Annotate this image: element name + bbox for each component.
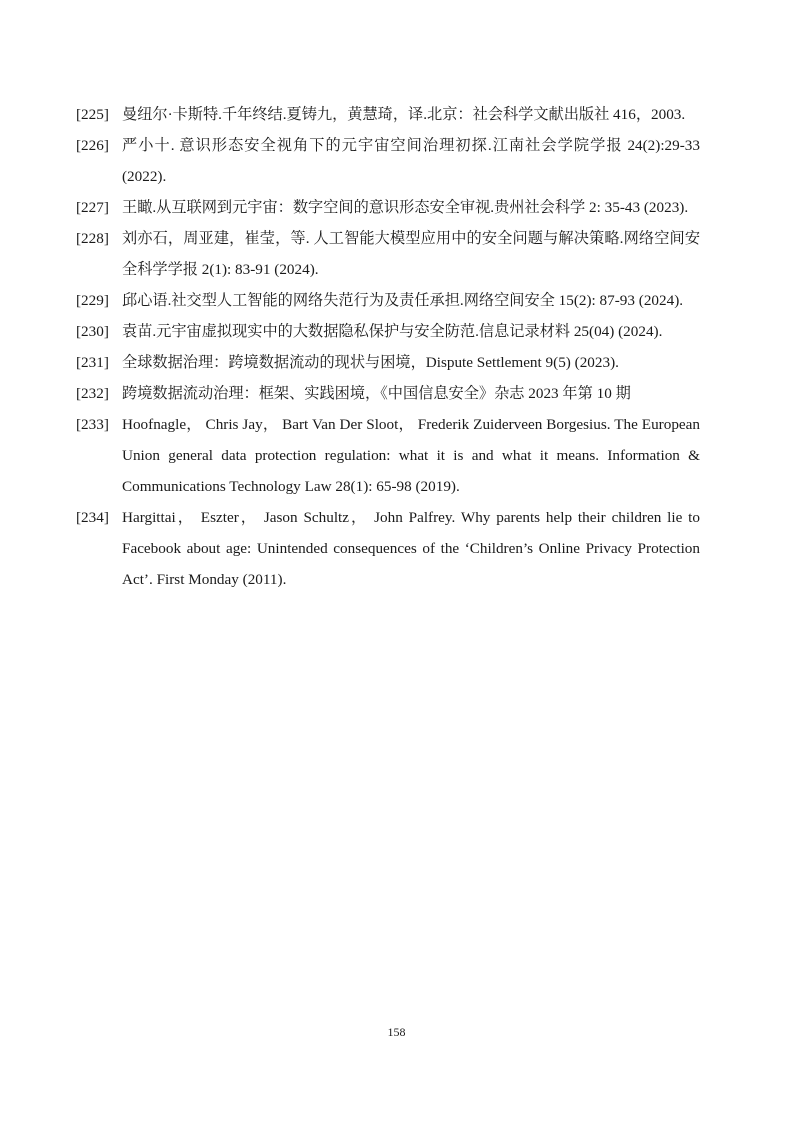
page-number: 158 xyxy=(387,1025,406,1039)
reference-item xyxy=(76,192,700,223)
reference-number: [232] xyxy=(76,385,109,402)
reference-number: [233] xyxy=(76,416,109,433)
reference-number: [228] xyxy=(76,230,109,247)
reference-text: 严小十. 意识形态安全视角下的元宇宙空间治理初探.江南社会学院学报 24(2):29-33 (2022). xyxy=(122,137,700,185)
reference-text: 跨境数据流动治理：框架、实践困境，《中国信息安全》杂志 2023 年第 10 期 xyxy=(122,385,631,402)
reference-number: [234] xyxy=(76,509,109,526)
reference-number: [229] xyxy=(76,292,109,309)
reference-item xyxy=(76,347,700,378)
reference-number: [226] xyxy=(76,137,109,154)
reference-item xyxy=(76,285,700,316)
reference-number: [230] xyxy=(76,323,109,340)
reference-text: 刘亦石，周亚建，崔莹，等. 人工智能大模型应用中的安全问题与解决策略.网络空间安全科学学报 2(1): 83-91 (2024). xyxy=(122,230,700,278)
reference-number: [227] xyxy=(76,199,109,216)
reference-item xyxy=(76,223,700,285)
reference-number: [225] xyxy=(76,106,109,123)
reference-item xyxy=(76,130,700,192)
reference-item xyxy=(76,378,700,409)
reference-item xyxy=(76,99,700,130)
reference-text: 王瞰.从互联网到元宇宙：数字空间的意识形态安全审视.贵州社会科学 2: 35-43 (2023). xyxy=(122,199,689,216)
reference-item xyxy=(76,316,700,347)
reference-text: Hoofnagle， Chris Jay， Bart Van Der Sloot， Frederik Zuiderveen Borgesius. The European Union general data protection regulation: what it is and what it means. Information & Communications Technology Law 28(1): 65-98 (2019). xyxy=(122,416,700,495)
reference-number: [231] xyxy=(76,354,109,371)
reference-text: 曼纽尔·卡斯特.千年终结.夏铸九，黄慧琦，译.北京：社会科学文献出版社 416，2003. xyxy=(122,106,686,123)
reference-text: 袁苗.元宇宙虚拟现实中的大数据隐私保护与安全防范.信息记录材料 25(04) (2024). xyxy=(122,323,663,340)
reference-text: Hargittai， Eszter， Jason Schultz， John Palfrey. Why parents help their children lie to Facebook about age: Unintended consequences of the ‘Children’s Online Privacy Protection Act’. First Monday (2011). xyxy=(122,509,700,588)
reference-text: 邱心语.社交型人工智能的网络失范行为及责任承担.网络空间安全 15(2): 87-93 (2024). xyxy=(122,292,684,309)
reference-list xyxy=(76,99,700,595)
reference-text: 全球数据治理：跨境数据流动的现状与困境，Dispute Settlement 9(5) (2023). xyxy=(122,354,619,371)
reference-item xyxy=(76,409,700,502)
reference-item xyxy=(76,502,700,595)
